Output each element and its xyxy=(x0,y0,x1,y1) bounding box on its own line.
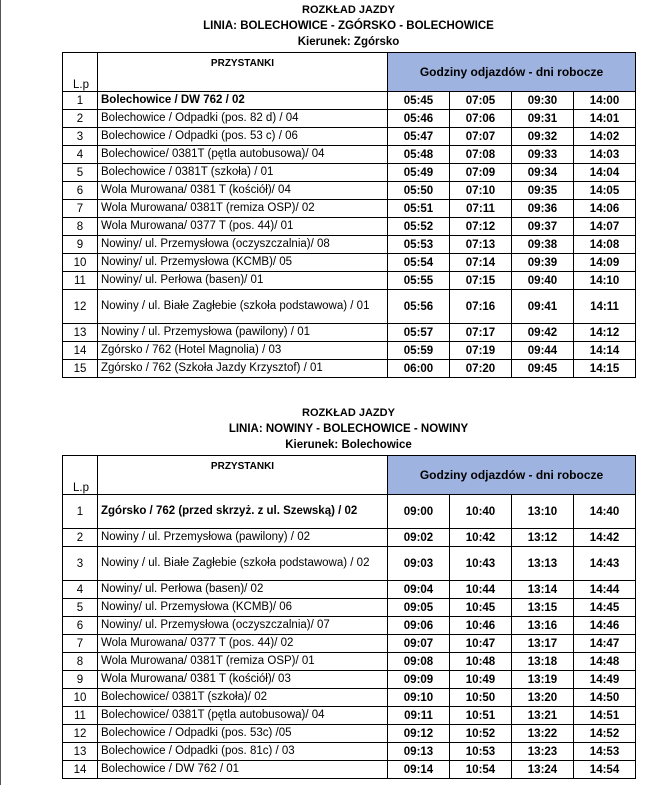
departure-time: 14:44 xyxy=(574,581,636,599)
departure-time: 07:09 xyxy=(450,164,512,182)
departure-time: 10:45 xyxy=(450,599,512,617)
stop-name: Wola Murowana/ 0381 T (kościół)/ 03 xyxy=(98,671,388,689)
timetable-header xyxy=(62,405,635,453)
table-row xyxy=(63,617,636,635)
departure-time: 09:04 xyxy=(388,581,450,599)
table-row xyxy=(63,128,636,146)
row-number: 3 xyxy=(63,547,98,581)
row-number: 1 xyxy=(63,495,98,529)
departure-time: 14:15 xyxy=(574,360,636,378)
stop-name: Nowiny / ul. Przemysłowa (pawilony) / 01 xyxy=(98,324,388,342)
table-row xyxy=(63,110,636,128)
column-header-stops: PRZYSTANKI xyxy=(98,53,388,92)
departure-time: 07:10 xyxy=(450,182,512,200)
departure-time: 05:52 xyxy=(388,218,450,236)
departure-time: 05:51 xyxy=(388,200,450,218)
departure-time: 13:24 xyxy=(512,761,574,779)
departure-time: 05:45 xyxy=(388,92,450,110)
row-number: 13 xyxy=(63,743,98,761)
departure-time: 14:12 xyxy=(574,324,636,342)
row-number: 4 xyxy=(63,581,98,599)
departure-time: 07:16 xyxy=(450,290,512,324)
timetable-direction: Kierunek: Zgórsko xyxy=(297,36,400,48)
departure-time: 10:44 xyxy=(450,581,512,599)
row-number: 13 xyxy=(63,324,98,342)
row-number: 6 xyxy=(63,182,98,200)
departure-time: 07:15 xyxy=(450,272,512,290)
timetable-direction: Kierunek: Bolechowice xyxy=(285,439,412,451)
departure-time: 05:56 xyxy=(388,290,450,324)
stop-name: Wola Murowana/ 0377 T (pos. 44)/ 01 xyxy=(98,218,388,236)
departure-time: 14:48 xyxy=(574,653,636,671)
column-header-lp: L.p xyxy=(63,456,98,495)
row-number: 8 xyxy=(63,653,98,671)
departure-time: 09:36 xyxy=(512,200,574,218)
table-row xyxy=(63,218,636,236)
departure-time: 05:55 xyxy=(388,272,450,290)
stop-name: Nowiny/ ul. Przemysłowa (oczyszczalnia)/ 07 xyxy=(98,617,388,635)
stop-name: Nowiny/ ul. Perłowa (basen)/ 02 xyxy=(98,581,388,599)
table-row xyxy=(63,653,636,671)
departure-time: 07:14 xyxy=(450,254,512,272)
departure-time: 14:11 xyxy=(574,290,636,324)
stop-name: Nowiny/ ul. Przemysłowa (oczyszczalnia)/ 08 xyxy=(98,236,388,254)
page-left-edge xyxy=(0,0,1,785)
departure-time: 10:47 xyxy=(450,635,512,653)
timetable-line: LINIA: NOWINY - BOLECHOWICE - NOWINY xyxy=(228,423,469,435)
departure-time: 07:05 xyxy=(450,92,512,110)
departure-time: 13:12 xyxy=(512,529,574,547)
departure-time: 09:33 xyxy=(512,146,574,164)
departure-time: 13:19 xyxy=(512,671,574,689)
row-number: 1 xyxy=(63,92,98,110)
stop-name: Wola Murowana/ 0377 T (pos. 44)/ 02 xyxy=(98,635,388,653)
departure-time: 10:48 xyxy=(450,653,512,671)
departure-time: 09:14 xyxy=(388,761,450,779)
departure-time: 13:14 xyxy=(512,581,574,599)
departure-time: 09:44 xyxy=(512,342,574,360)
column-header-stops: PRZYSTANKI xyxy=(98,456,388,495)
table-row xyxy=(63,182,636,200)
row-number: 14 xyxy=(63,761,98,779)
row-number: 9 xyxy=(63,671,98,689)
stop-name: Wola Murowana/ 0381T (remiza OSP)/ 01 xyxy=(98,653,388,671)
departure-time: 14:08 xyxy=(574,236,636,254)
departure-time: 13:23 xyxy=(512,743,574,761)
column-header-lp: L.p xyxy=(63,53,98,92)
table-row xyxy=(63,342,636,360)
table-row xyxy=(63,254,636,272)
departure-time: 14:52 xyxy=(574,725,636,743)
timetable-line: LINIA: BOLECHOWICE - ZGÓRSKO - BOLECHOWICE xyxy=(203,20,494,32)
row-number: 5 xyxy=(63,599,98,617)
stop-name: Bolechowice/ 0381T (szkoła)/ 02 xyxy=(98,689,388,707)
stop-name: Bolechowice/ 0381T (pętla autobusowa)/ 04 xyxy=(98,707,388,725)
stop-name: Bolechowice / Odpadki (pos. 53c) /05 xyxy=(98,725,388,743)
departure-time: 14:09 xyxy=(574,254,636,272)
departure-time: 09:34 xyxy=(512,164,574,182)
table-row xyxy=(63,200,636,218)
row-number: 10 xyxy=(63,254,98,272)
departure-time: 10:43 xyxy=(450,547,512,581)
departure-time: 10:50 xyxy=(450,689,512,707)
row-number: 12 xyxy=(63,290,98,324)
table-row xyxy=(63,707,636,725)
table-row xyxy=(63,761,636,779)
departure-time: 13:18 xyxy=(512,653,574,671)
table-row xyxy=(63,360,636,378)
departure-time: 05:54 xyxy=(388,254,450,272)
table-row xyxy=(63,635,636,653)
row-number: 2 xyxy=(63,529,98,547)
departure-time: 07:08 xyxy=(450,146,512,164)
stop-name: Nowiny / ul. Białe Zagłebie (szkoła podstawowa) / 02 xyxy=(98,547,388,581)
departure-time: 14:51 xyxy=(574,707,636,725)
table-row xyxy=(63,324,636,342)
column-header-hours: Godziny odjazdów - dni robocze xyxy=(388,456,636,495)
departure-time: 09:13 xyxy=(388,743,450,761)
departure-time: 14:43 xyxy=(574,547,636,581)
departure-time: 07:12 xyxy=(450,218,512,236)
departure-time: 05:59 xyxy=(388,342,450,360)
departure-time: 09:40 xyxy=(512,272,574,290)
stop-name: Nowiny/ ul. Przemysłowa (KCMB)/ 05 xyxy=(98,254,388,272)
departure-time: 13:22 xyxy=(512,725,574,743)
row-number: 11 xyxy=(63,272,98,290)
row-number: 7 xyxy=(63,635,98,653)
departure-time: 10:42 xyxy=(450,529,512,547)
departure-time: 09:45 xyxy=(512,360,574,378)
timetable-body xyxy=(63,495,636,779)
departure-time: 10:49 xyxy=(450,671,512,689)
departure-time: 10:46 xyxy=(450,617,512,635)
departure-time: 09:31 xyxy=(512,110,574,128)
stop-name: Bolechowice / 0381T (szkoła) / 01 xyxy=(98,164,388,182)
timetable-body xyxy=(63,92,636,378)
row-number: 15 xyxy=(63,360,98,378)
timetable-table xyxy=(62,455,636,779)
table-row xyxy=(63,495,636,529)
row-number: 2 xyxy=(63,110,98,128)
departure-time: 10:54 xyxy=(450,761,512,779)
stop-name: Bolechowice / DW 762 / 01 xyxy=(98,761,388,779)
table-row xyxy=(63,290,636,324)
departure-time: 10:40 xyxy=(450,495,512,529)
departure-time: 09:02 xyxy=(388,529,450,547)
stop-name: Zgórsko / 762 (Szkoła Jazdy Krzysztof) / 01 xyxy=(98,360,388,378)
departure-time: 14:01 xyxy=(574,110,636,128)
departure-time: 14:40 xyxy=(574,495,636,529)
departure-time: 07:17 xyxy=(450,324,512,342)
departure-time: 14:42 xyxy=(574,529,636,547)
row-number: 4 xyxy=(63,146,98,164)
departure-time: 14:46 xyxy=(574,617,636,635)
stop-name: Bolechowice / DW 762 / 02 xyxy=(98,92,388,110)
departure-time: 07:20 xyxy=(450,360,512,378)
departure-time: 14:05 xyxy=(574,182,636,200)
departure-time: 05:49 xyxy=(388,164,450,182)
departure-time: 09:03 xyxy=(388,547,450,581)
stop-name: Wola Murowana/ 0381T (remiza OSP)/ 02 xyxy=(98,200,388,218)
departure-time: 09:05 xyxy=(388,599,450,617)
table-row xyxy=(63,529,636,547)
table-row xyxy=(63,725,636,743)
row-number: 6 xyxy=(63,617,98,635)
stop-name: Bolechowice / Odpadki (pos. 53 c) / 06 xyxy=(98,128,388,146)
stop-name: Wola Murowana/ 0381 T (kościół)/ 04 xyxy=(98,182,388,200)
departure-time: 07:11 xyxy=(450,200,512,218)
departure-time: 05:47 xyxy=(388,128,450,146)
departure-time: 09:37 xyxy=(512,218,574,236)
departure-time: 07:06 xyxy=(450,110,512,128)
row-number: 8 xyxy=(63,218,98,236)
departure-time: 13:20 xyxy=(512,689,574,707)
departure-time: 05:53 xyxy=(388,236,450,254)
departure-time: 09:30 xyxy=(512,92,574,110)
stop-name: Nowiny / ul. Przemysłowa (pawilony) / 02 xyxy=(98,529,388,547)
table-row xyxy=(63,92,636,110)
table-row xyxy=(63,272,636,290)
stop-name: Nowiny / ul. Białe Zagłebie (szkoła podstawowa) / 01 xyxy=(98,290,388,324)
departure-time: 14:02 xyxy=(574,128,636,146)
departure-time: 14:07 xyxy=(574,218,636,236)
departure-time: 09:38 xyxy=(512,236,574,254)
stop-name: Zgórsko / 762 (przed skrzyż. z ul. Szewską) / 02 xyxy=(98,495,388,529)
departure-time: 09:39 xyxy=(512,254,574,272)
table-row xyxy=(63,671,636,689)
row-number: 3 xyxy=(63,128,98,146)
departure-time: 14:10 xyxy=(574,272,636,290)
timetable-header xyxy=(62,2,635,50)
table-row xyxy=(63,581,636,599)
departure-time: 09:11 xyxy=(388,707,450,725)
stop-name: Nowiny/ ul. Przemysłowa (KCMB)/ 06 xyxy=(98,599,388,617)
departure-time: 07:19 xyxy=(450,342,512,360)
departure-time: 13:13 xyxy=(512,547,574,581)
departure-time: 14:47 xyxy=(574,635,636,653)
departure-time: 10:51 xyxy=(450,707,512,725)
row-number: 12 xyxy=(63,725,98,743)
departure-time: 09:35 xyxy=(512,182,574,200)
departure-time: 14:14 xyxy=(574,342,636,360)
departure-time: 10:53 xyxy=(450,743,512,761)
departure-time: 13:21 xyxy=(512,707,574,725)
departure-time: 14:04 xyxy=(574,164,636,182)
timetable-title: ROZKŁAD JAZDY xyxy=(302,4,395,16)
departure-time: 14:45 xyxy=(574,599,636,617)
departure-time: 09:09 xyxy=(388,671,450,689)
row-number: 14 xyxy=(63,342,98,360)
row-number: 11 xyxy=(63,707,98,725)
row-number: 10 xyxy=(63,689,98,707)
departure-time: 07:07 xyxy=(450,128,512,146)
departure-time: 14:50 xyxy=(574,689,636,707)
departure-time: 09:41 xyxy=(512,290,574,324)
table-row xyxy=(63,743,636,761)
table-row xyxy=(63,547,636,581)
table-row xyxy=(63,146,636,164)
row-number: 5 xyxy=(63,164,98,182)
departure-time: 14:03 xyxy=(574,146,636,164)
table-row xyxy=(63,236,636,254)
departure-time: 05:48 xyxy=(388,146,450,164)
departure-time: 09:12 xyxy=(388,725,450,743)
departure-time: 13:15 xyxy=(512,599,574,617)
departure-time: 06:00 xyxy=(388,360,450,378)
departure-time: 09:10 xyxy=(388,689,450,707)
table-row xyxy=(63,689,636,707)
departure-time: 09:42 xyxy=(512,324,574,342)
stop-name: Bolechowice / Odpadki (pos. 81c) / 03 xyxy=(98,743,388,761)
timetable-block-2 xyxy=(62,405,635,779)
departure-time: 14:54 xyxy=(574,761,636,779)
departure-time: 09:07 xyxy=(388,635,450,653)
table-row xyxy=(63,164,636,182)
row-number: 9 xyxy=(63,236,98,254)
departure-time: 09:32 xyxy=(512,128,574,146)
timetable-title: ROZKŁAD JAZDY xyxy=(302,407,395,419)
departure-time: 09:06 xyxy=(388,617,450,635)
stop-name: Bolechowice/ 0381T (pętla autobusowa)/ 04 xyxy=(98,146,388,164)
departure-time: 09:00 xyxy=(388,495,450,529)
row-number: 7 xyxy=(63,200,98,218)
departure-time: 09:08 xyxy=(388,653,450,671)
departure-time: 14:49 xyxy=(574,671,636,689)
timetable-block-1 xyxy=(62,2,635,378)
departure-time: 05:46 xyxy=(388,110,450,128)
timetable-table xyxy=(62,52,636,378)
departure-time: 05:50 xyxy=(388,182,450,200)
departure-time: 13:10 xyxy=(512,495,574,529)
column-header-hours: Godziny odjazdów - dni robocze xyxy=(388,53,636,92)
departure-time: 14:00 xyxy=(574,92,636,110)
stop-name: Nowiny/ ul. Perłowa (basen)/ 01 xyxy=(98,272,388,290)
departure-time: 05:57 xyxy=(388,324,450,342)
table-row xyxy=(63,599,636,617)
departure-time: 14:53 xyxy=(574,743,636,761)
departure-time: 13:16 xyxy=(512,617,574,635)
departure-time: 07:13 xyxy=(450,236,512,254)
stop-name: Zgórsko / 762 (Hotel Magnolia) / 03 xyxy=(98,342,388,360)
stop-name: Bolechowice / Odpadki (pos. 82 d) / 04 xyxy=(98,110,388,128)
departure-time: 14:06 xyxy=(574,200,636,218)
departure-time: 10:52 xyxy=(450,725,512,743)
departure-time: 13:17 xyxy=(512,635,574,653)
